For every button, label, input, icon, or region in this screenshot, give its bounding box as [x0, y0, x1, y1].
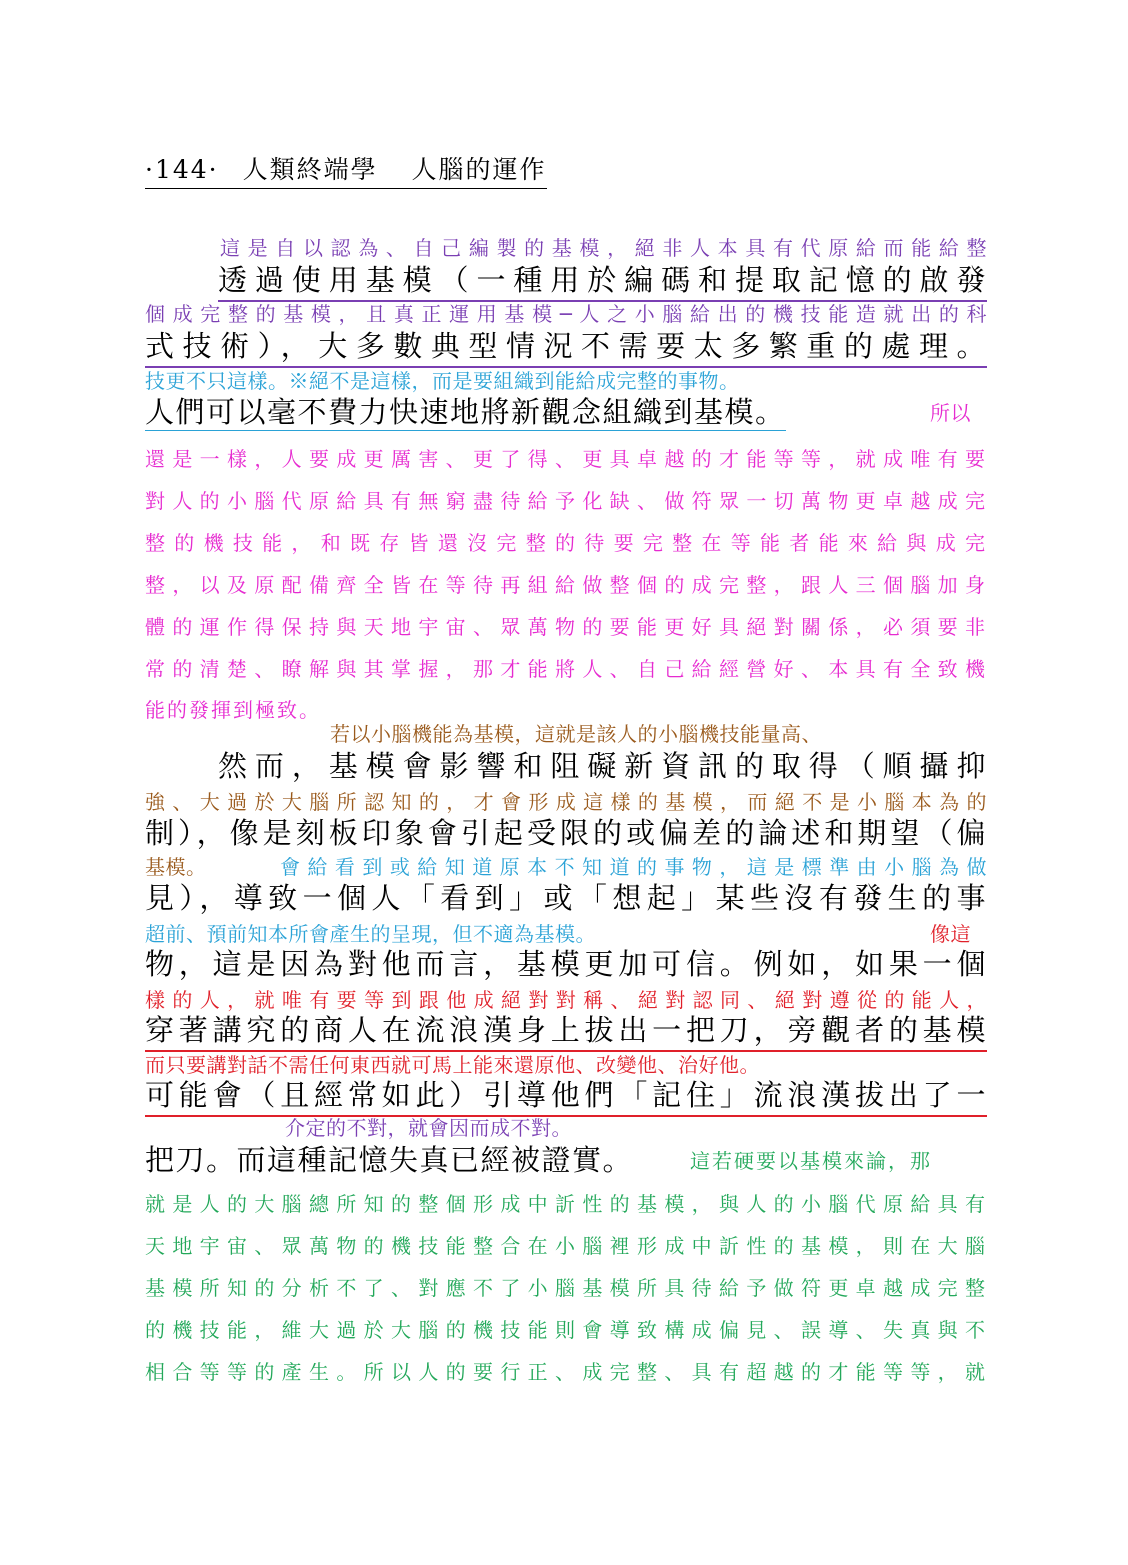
body-text-line: 物，這是因為對他而言，基模更加可信。例如，如果一個: [145, 947, 987, 981]
annotation-line: 而只要講對話不需任何東西就可馬上能來還原他、改變他、治好他。: [145, 1053, 760, 1077]
body-text-line: [218, 258, 987, 302]
body-text-line: 制），像是刻板印象會引起受限的或偏差的論述和期望（偏: [145, 816, 987, 850]
annotation-line: 整，以及原配備齊全皆在等待再組給做整個的成完整，跟人三個腦加身: [145, 573, 987, 597]
body-text-line: [145, 1008, 987, 1052]
body-text-line: [145, 1073, 987, 1117]
body-text-line: 把刀。而這種記憶失真已經被證實。: [145, 1143, 634, 1177]
body-text-line: 然而，基模會影響和阻礙新資訊的取得（順攝抑: [218, 749, 987, 783]
annotation-line: 這是自以認為、自己編製的基模，絕非人本具有代原給而能給整: [220, 236, 987, 260]
underlined-text: 式技術），大多數典型情況不需要太多繁重的處理。: [145, 324, 987, 368]
annotation-line: 體的運作得保持與天地宇宙、眾萬物的要能更好具絕對關係，必須要非: [145, 615, 987, 639]
annotation-line: 技更不只這樣。※絕不是這樣，而是要組織到能給成完整的事物。: [145, 369, 740, 393]
body-text-line: [145, 324, 987, 368]
annotation-line: 基模所知的分析不了、對應不了小腦基模所具待給予做符更卓越成完整: [145, 1276, 987, 1300]
annotation-line: 樣的人，就唯有要等到跟他成絕對對稱、絕對認同、絕對遵從的能人，: [145, 988, 987, 1012]
annotation-line: 對人的小腦代原給具有無窮盡待給予化缺、做符眾一切萬物更卓越成完: [145, 489, 987, 513]
annotation-line: 能的發揮到極致。: [145, 698, 321, 722]
body-text-line: [145, 390, 786, 431]
underlined-text: 可能會（且經常如此）引導他們「記住」流浪漢拔出了一: [145, 1073, 987, 1117]
annotation-line: 常的清楚、瞭解與其掌握，那才能將人、自己給經營好、本具有全致機: [145, 657, 987, 681]
annotation-line: 若以小腦機能為基模，這就是該人的小腦機技能量高、: [330, 722, 822, 746]
annotation-line: 介定的不對，就會因而成不對。: [285, 1116, 572, 1140]
annotation-line: 個成完整的基模，且真正運用基模─人之小腦給出的機技能造就出的科: [145, 302, 987, 326]
annotation-line: 整的機技能，和既存皆還沒完整的待要完整在等能者能來給與成完: [145, 531, 987, 555]
annotation-line: 相合等等的產生。所以人的要行正、成完整、具有超越的才能等等，就: [145, 1360, 987, 1384]
underlined-text: 人們可以毫不費力快速地將新觀念組織到基模。: [145, 395, 786, 431]
annotation-line: 基模。: [145, 855, 207, 879]
page-header: [145, 150, 547, 189]
annotation-line: 就是人的大腦總所知的整個形成中訢性的基模，與人的小腦代原給具有: [145, 1192, 987, 1216]
annotation-line: 所以: [930, 401, 971, 425]
page-number: ·144·: [145, 155, 219, 184]
annotation-line: 天地宇宙、眾萬物的機技能整合在小腦裡形成中訢性的基模，則在大腦: [145, 1234, 987, 1258]
annotation-line: 還是一樣，人要成更厲害、更了得、更具卓越的才能等等，就成唯有要: [145, 447, 987, 471]
annotation-line: 的機技能，維大過於大腦的機技能則會導致構成偏見、誤導、失真與不: [145, 1318, 987, 1342]
underlined-text: 透過使用基模（一種用於編碼和提取記憶的啟發: [218, 258, 987, 302]
annotation-line: 強、大過於大腦所認知的，才會形成這樣的基模，而絕不是小腦本為的: [145, 790, 987, 814]
body-text-line: 見），導致一個人「看到」或「想起」某些沒有發生的事: [145, 881, 987, 915]
annotation-line: 像這: [930, 922, 971, 946]
chapter-title: 人腦的運作: [411, 155, 547, 184]
annotation-line: 超前、預前知本所會產生的呈現，但不適為基模。: [145, 922, 596, 946]
book-title: 人類終端學: [242, 155, 378, 184]
annotation-line: 這若硬要以基模來論，那: [690, 1149, 932, 1173]
underlined-text: 穿著講究的商人在流浪漢身上拔出一把刀，旁觀者的基模: [145, 1008, 987, 1052]
annotation-line: 會給看到或給知道原本不知道的事物，這是標準由小腦為做: [280, 855, 987, 879]
